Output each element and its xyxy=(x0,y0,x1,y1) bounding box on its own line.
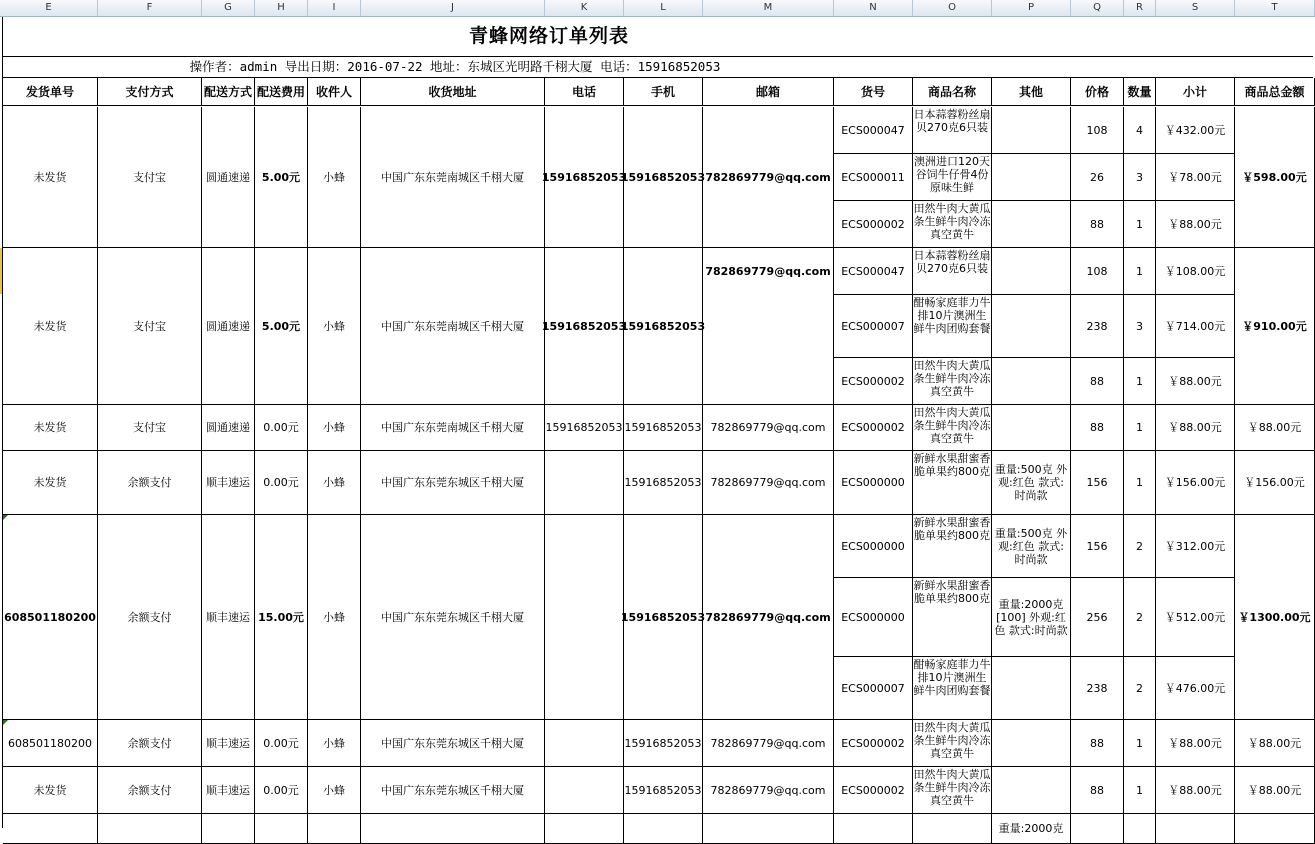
item-price-cell[interactable] xyxy=(1071,814,1124,844)
order-fee-cell[interactable]: 0.00元 xyxy=(255,720,308,767)
order-ship-no-cell[interactable]: 未发货 xyxy=(3,107,98,248)
item-sku-cell[interactable]: ECS000000 xyxy=(834,578,913,657)
item-name-cell[interactable]: 新鲜水果甜蜜香脆单果约800克 xyxy=(913,578,992,657)
item-name-cell[interactable]: 田然牛肉大黄瓜条生鲜牛肉冷冻真空黄牛 xyxy=(913,358,992,405)
item-subtotal-cell[interactable]: ￥88.00元 xyxy=(1156,720,1235,767)
order-receiver-cell[interactable]: 小蜂 xyxy=(308,767,361,814)
item-price-cell[interactable]: 108 xyxy=(1071,248,1124,295)
item-other-cell[interactable] xyxy=(992,405,1071,451)
item-sku-cell[interactable]: ECS000002 xyxy=(834,201,913,248)
order-fee-cell[interactable]: 0.00元 xyxy=(255,767,308,814)
order-address-cell[interactable]: 中国广东东莞东城区千栩大厦 xyxy=(361,515,545,720)
item-sku-cell[interactable]: ECS000000 xyxy=(834,515,913,578)
header-delivery[interactable]: 配送方式 xyxy=(202,78,255,106)
order-email-cell[interactable]: 782869779@qq.com xyxy=(703,451,834,515)
item-other-cell[interactable] xyxy=(992,201,1071,248)
order-total-cell[interactable]: ￥88.00元 xyxy=(1235,767,1315,814)
order-tel-cell[interactable]: 15916852053 xyxy=(545,248,624,405)
order-pay-cell[interactable]: 余额支付 xyxy=(98,720,202,767)
item-price-cell[interactable]: 256 xyxy=(1071,578,1124,657)
order-address-cell[interactable] xyxy=(361,814,545,844)
item-price-cell[interactable]: 156 xyxy=(1071,451,1124,515)
item-qty-cell[interactable]: 1 xyxy=(1124,405,1156,451)
item-other-cell[interactable] xyxy=(992,107,1071,154)
order-mobile-cell[interactable]: 15916852053 xyxy=(624,107,703,248)
item-sku-cell[interactable] xyxy=(834,814,913,844)
order-total-cell[interactable]: ￥88.00元 xyxy=(1235,720,1315,767)
item-other-cell[interactable] xyxy=(992,657,1071,720)
order-ship-no-cell[interactable]: 608501180200 xyxy=(3,515,98,720)
column-letter-g[interactable]: G xyxy=(202,0,255,16)
item-subtotal-cell[interactable]: ￥512.00元 xyxy=(1156,578,1235,657)
order-total-cell[interactable]: ￥598.00元 xyxy=(1235,107,1315,248)
header-ship-no[interactable]: 发货单号 xyxy=(3,78,98,106)
item-price-cell[interactable]: 88 xyxy=(1071,405,1124,451)
order-total-cell[interactable]: ￥88.00元 xyxy=(1235,405,1315,451)
order-mobile-cell[interactable]: 15916852053 xyxy=(624,767,703,814)
column-header-bar xyxy=(0,0,1315,17)
order-address-cell[interactable]: 中国广东东莞东城区千栩大厦 xyxy=(361,451,545,515)
order-total-cell[interactable]: ￥910.00元 xyxy=(1235,248,1315,405)
item-sku-cell[interactable]: ECS000002 xyxy=(834,767,913,814)
item-other-cell[interactable]: 重量:500克 外观:红色 款式:时尚款 xyxy=(992,451,1071,515)
order-mobile-cell[interactable]: 15916852053 xyxy=(624,451,703,515)
export-info[interactable] xyxy=(3,57,1313,78)
item-name-cell[interactable]: 新鲜水果甜蜜香脆单果约800克 xyxy=(913,451,992,515)
column-letter-s[interactable]: S xyxy=(1156,0,1235,16)
item-other-cell[interactable] xyxy=(992,295,1071,358)
item-qty-cell[interactable]: 2 xyxy=(1124,578,1156,657)
header-address[interactable]: 收货地址 xyxy=(361,78,545,106)
order-email-cell[interactable] xyxy=(703,814,834,844)
order-tel-cell[interactable] xyxy=(545,767,624,814)
item-qty-cell[interactable]: 1 xyxy=(1124,451,1156,515)
order-mobile-cell[interactable]: 15916852053 xyxy=(624,515,703,720)
header-fee[interactable]: 配送费用 xyxy=(255,78,308,106)
header-tel[interactable]: 电话 xyxy=(545,78,624,106)
header-pay[interactable]: 支付方式 xyxy=(98,78,202,106)
order-delivery-cell[interactable]: 圆通速递 xyxy=(202,107,255,248)
item-name-cell[interactable]: 新鲜水果甜蜜香脆单果约800克 xyxy=(913,515,992,578)
order-delivery-cell[interactable]: 圆通速递 xyxy=(202,405,255,451)
item-price-cell[interactable]: 26 xyxy=(1071,154,1124,201)
item-name-cell[interactable]: 田然牛肉大黄瓜条生鲜牛肉冷冻真空黄牛 xyxy=(913,405,992,451)
item-name-cell[interactable]: 日本蒜蓉粉丝扇贝270克6只装 xyxy=(913,248,992,295)
item-other-cell[interactable] xyxy=(992,248,1071,295)
order-address-cell[interactable]: 中国广东东莞南城区千栩大厦 xyxy=(361,248,545,405)
item-sku-cell[interactable]: ECS000002 xyxy=(834,358,913,405)
item-qty-cell[interactable]: 2 xyxy=(1124,657,1156,720)
item-price-cell[interactable]: 238 xyxy=(1071,295,1124,358)
order-pay-cell[interactable]: 支付宝 xyxy=(98,405,202,451)
item-name-cell[interactable] xyxy=(913,814,992,844)
item-other-cell[interactable] xyxy=(992,720,1071,767)
row-selection-marker xyxy=(0,248,2,294)
order-receiver-cell[interactable]: 小蜂 xyxy=(308,515,361,720)
item-name-cell[interactable]: 日本蒜蓉粉丝扇贝270克6只装 xyxy=(913,107,992,154)
sheet-title[interactable] xyxy=(3,17,1313,57)
item-price-cell[interactable]: 156 xyxy=(1071,515,1124,578)
column-letter-k[interactable]: K xyxy=(545,0,624,16)
header-sku[interactable]: 货号 xyxy=(834,78,913,106)
item-sku-cell[interactable]: ECS000002 xyxy=(834,405,913,451)
item-other-cell[interactable] xyxy=(992,767,1071,814)
item-price-cell[interactable]: 88 xyxy=(1071,201,1124,248)
item-subtotal-cell[interactable]: ￥312.00元 xyxy=(1156,515,1235,578)
column-letter-n[interactable]: N xyxy=(834,0,913,16)
item-price-cell[interactable]: 88 xyxy=(1071,767,1124,814)
item-qty-cell[interactable]: 2 xyxy=(1124,515,1156,578)
item-qty-cell[interactable]: 1 xyxy=(1124,248,1156,295)
order-tel-cell[interactable]: 15916852053 xyxy=(545,405,624,451)
order-mobile-cell[interactable]: 15916852053 xyxy=(624,248,703,405)
item-price-cell[interactable]: 108 xyxy=(1071,107,1124,154)
item-subtotal-cell[interactable]: ￥156.00元 xyxy=(1156,451,1235,515)
order-pay-cell[interactable]: 余额支付 xyxy=(98,767,202,814)
order-address-cell[interactable]: 中国广东东莞东城区千栩大厦 xyxy=(361,767,545,814)
item-price-cell[interactable]: 88 xyxy=(1071,720,1124,767)
order-total-cell[interactable] xyxy=(1235,814,1315,844)
cell-error-indicator xyxy=(3,515,8,520)
order-address-cell[interactable]: 中国广东东莞南城区千栩大厦 xyxy=(361,405,545,451)
order-pay-cell[interactable]: 支付宝 xyxy=(98,248,202,405)
item-qty-cell[interactable] xyxy=(1124,814,1156,844)
item-qty-cell[interactable]: 3 xyxy=(1124,154,1156,201)
order-delivery-cell[interactable]: 圆通速递 xyxy=(202,248,255,405)
order-ship-no-cell[interactable]: 608501180200 xyxy=(3,720,98,767)
column-letter-r[interactable]: R xyxy=(1124,0,1156,16)
item-other-cell[interactable]: 重量:2000克 xyxy=(992,814,1071,844)
header-name[interactable]: 商品名称 xyxy=(913,78,992,106)
order-total-cell[interactable]: ￥156.00元 xyxy=(1235,451,1315,515)
order-delivery-cell[interactable]: 顺丰速运 xyxy=(202,767,255,814)
column-letter-m[interactable]: M xyxy=(703,0,834,16)
order-pay-cell[interactable] xyxy=(98,814,202,844)
order-pay-cell[interactable]: 余额支付 xyxy=(98,451,202,515)
item-other-cell[interactable]: 重量:2000克[100] 外观:红色 款式:时尚款 xyxy=(992,578,1071,657)
order-tel-cell[interactable] xyxy=(545,720,624,767)
header-qty[interactable]: 数量 xyxy=(1124,78,1156,106)
item-qty-cell[interactable]: 1 xyxy=(1124,767,1156,814)
item-name-cell[interactable]: 田然牛肉大黄瓜条生鲜牛肉冷冻真空黄牛 xyxy=(913,201,992,248)
order-pay-cell[interactable]: 余额支付 xyxy=(98,515,202,720)
sheet-title-text: 青蜂网络订单列表 xyxy=(468,25,629,47)
item-sku-cell[interactable]: ECS000011 xyxy=(834,154,913,201)
order-receiver-cell[interactable] xyxy=(308,814,361,844)
column-letter-i[interactable]: I xyxy=(308,0,361,16)
column-letter-t[interactable]: T xyxy=(1235,0,1315,16)
item-qty-cell[interactable]: 4 xyxy=(1124,107,1156,154)
item-name-cell[interactable]: 田然牛肉大黄瓜条生鲜牛肉冷冻真空黄牛 xyxy=(913,720,992,767)
item-subtotal-cell[interactable]: ￥108.00元 xyxy=(1156,248,1235,295)
item-subtotal-cell[interactable] xyxy=(1156,814,1235,844)
item-qty-cell[interactable]: 1 xyxy=(1124,358,1156,405)
header-subtotal[interactable]: 小计 xyxy=(1156,78,1235,106)
column-letter-f[interactable]: F xyxy=(98,0,202,16)
order-fee-cell[interactable] xyxy=(255,814,308,844)
order-fee-cell[interactable]: 0.00元 xyxy=(255,451,308,515)
header-mobile[interactable]: 手机 xyxy=(624,78,703,106)
order-ship-no-cell[interactable]: 未发货 xyxy=(3,405,98,451)
item-qty-cell[interactable]: 1 xyxy=(1124,720,1156,767)
item-subtotal-cell[interactable]: ￥88.00元 xyxy=(1156,358,1235,405)
item-name-cell[interactable]: 田然牛肉大黄瓜条生鲜牛肉冷冻真空黄牛 xyxy=(913,767,992,814)
column-letter-q[interactable]: Q xyxy=(1071,0,1124,16)
order-mobile-cell[interactable]: 15916852053 xyxy=(624,720,703,767)
order-mobile-cell[interactable]: 15916852053 xyxy=(624,405,703,451)
order-delivery-cell[interactable]: 顺丰速运 xyxy=(202,720,255,767)
order-receiver-cell[interactable]: 小蜂 xyxy=(308,248,361,405)
item-name-cell[interactable]: 酣畅家庭菲力牛排10片澳洲生鲜牛肉团购套餐 xyxy=(913,657,992,720)
item-other-cell[interactable] xyxy=(992,358,1071,405)
header-email[interactable]: 邮箱 xyxy=(703,78,834,106)
order-email-cell[interactable]: 782869779@qq.com xyxy=(703,720,834,767)
order-address-cell[interactable]: 中国广东东莞东城区千栩大厦 xyxy=(361,720,545,767)
order-pay-cell[interactable]: 支付宝 xyxy=(98,107,202,248)
header-receiver[interactable]: 收件人 xyxy=(308,78,361,106)
order-ship-no-cell[interactable] xyxy=(3,814,98,844)
column-letter-o[interactable]: O xyxy=(913,0,992,16)
column-letter-j[interactable]: J xyxy=(361,0,545,16)
order-ship-no-cell[interactable]: 未发货 xyxy=(3,451,98,515)
order-fee-cell[interactable]: 0.00元 xyxy=(255,405,308,451)
item-sku-cell[interactable]: ECS000047 xyxy=(834,107,913,154)
order-email-cell[interactable]: 782869779@qq.com xyxy=(703,248,834,405)
item-name-cell[interactable]: 酣畅家庭菲力牛排10片澳洲生鲜牛肉团购套餐 xyxy=(913,295,992,358)
item-subtotal-cell[interactable]: ￥78.00元 xyxy=(1156,154,1235,201)
order-tel-cell[interactable]: 15916852053 xyxy=(545,107,624,248)
item-sku-cell[interactable]: ECS000007 xyxy=(834,657,913,720)
order-delivery-cell[interactable]: 顺丰速运 xyxy=(202,515,255,720)
column-letter-l[interactable]: L xyxy=(624,0,703,16)
item-other-cell[interactable] xyxy=(992,154,1071,201)
item-sku-cell[interactable]: ECS000002 xyxy=(834,720,913,767)
order-delivery-cell[interactable]: 顺丰速运 xyxy=(202,451,255,515)
order-email-cell[interactable]: 782869779@qq.com xyxy=(703,515,834,720)
order-mobile-cell[interactable] xyxy=(624,814,703,844)
order-email-cell[interactable]: 782869779@qq.com xyxy=(703,767,834,814)
order-receiver-cell[interactable]: 小蜂 xyxy=(308,405,361,451)
order-fee-cell[interactable]: 15.00元 xyxy=(255,515,308,720)
column-letter-h[interactable]: H xyxy=(255,0,308,16)
item-subtotal-cell[interactable]: ￥432.00元 xyxy=(1156,107,1235,154)
cell-error-indicator xyxy=(3,720,8,725)
order-fee-cell[interactable]: 5.00元 xyxy=(255,248,308,405)
order-address-cell[interactable]: 中国广东东莞南城区千栩大厦 xyxy=(361,107,545,248)
header-other[interactable]: 其他 xyxy=(992,78,1071,106)
item-sku-cell[interactable]: ECS000007 xyxy=(834,295,913,358)
order-fee-cell[interactable]: 5.00元 xyxy=(255,107,308,248)
item-subtotal-cell[interactable]: ￥714.00元 xyxy=(1156,295,1235,358)
item-name-cell[interactable]: 澳洲进口120天谷饲牛仔骨4份原味生鲜 xyxy=(913,154,992,201)
order-receiver-cell[interactable]: 小蜂 xyxy=(308,451,361,515)
header-total[interactable]: 商品总金额 xyxy=(1235,78,1315,106)
order-tel-cell[interactable] xyxy=(545,451,624,515)
order-receiver-cell[interactable]: 小蜂 xyxy=(308,107,361,248)
order-ship-no-cell[interactable]: 未发货 xyxy=(3,248,98,405)
export-info-text: 操作者：admin 导出日期：2016-07-22 地址：东城区光明路千栩大厦 电话：15916852053 xyxy=(189,59,721,74)
item-subtotal-cell[interactable]: ￥88.00元 xyxy=(1156,767,1235,814)
column-letter-p[interactable]: P xyxy=(992,0,1071,16)
order-tel-cell[interactable] xyxy=(545,814,624,844)
item-price-cell[interactable]: 238 xyxy=(1071,657,1124,720)
item-subtotal-cell[interactable]: ￥88.00元 xyxy=(1156,201,1235,248)
header-price[interactable]: 价格 xyxy=(1071,78,1124,106)
item-other-cell[interactable]: 重量:500克 外观:红色 款式:时尚款 xyxy=(992,515,1071,578)
order-receiver-cell[interactable]: 小蜂 xyxy=(308,720,361,767)
item-subtotal-cell[interactable]: ￥476.00元 xyxy=(1156,657,1235,720)
order-total-cell[interactable]: ￥1300.00元 xyxy=(1235,515,1315,720)
order-delivery-cell[interactable] xyxy=(202,814,255,844)
item-subtotal-cell[interactable]: ￥88.00元 xyxy=(1156,405,1235,451)
column-letter-e[interactable]: E xyxy=(0,0,98,16)
item-sku-cell[interactable]: ECS000000 xyxy=(834,451,913,515)
item-sku-cell[interactable]: ECS000047 xyxy=(834,248,913,295)
order-ship-no-cell[interactable]: 未发货 xyxy=(3,767,98,814)
order-email-cell[interactable]: 782869779@qq.com xyxy=(703,107,834,248)
order-tel-cell[interactable] xyxy=(545,515,624,720)
item-qty-cell[interactable]: 1 xyxy=(1124,201,1156,248)
item-price-cell[interactable]: 88 xyxy=(1071,358,1124,405)
order-email-cell[interactable]: 782869779@qq.com xyxy=(703,405,834,451)
item-qty-cell[interactable]: 3 xyxy=(1124,295,1156,358)
